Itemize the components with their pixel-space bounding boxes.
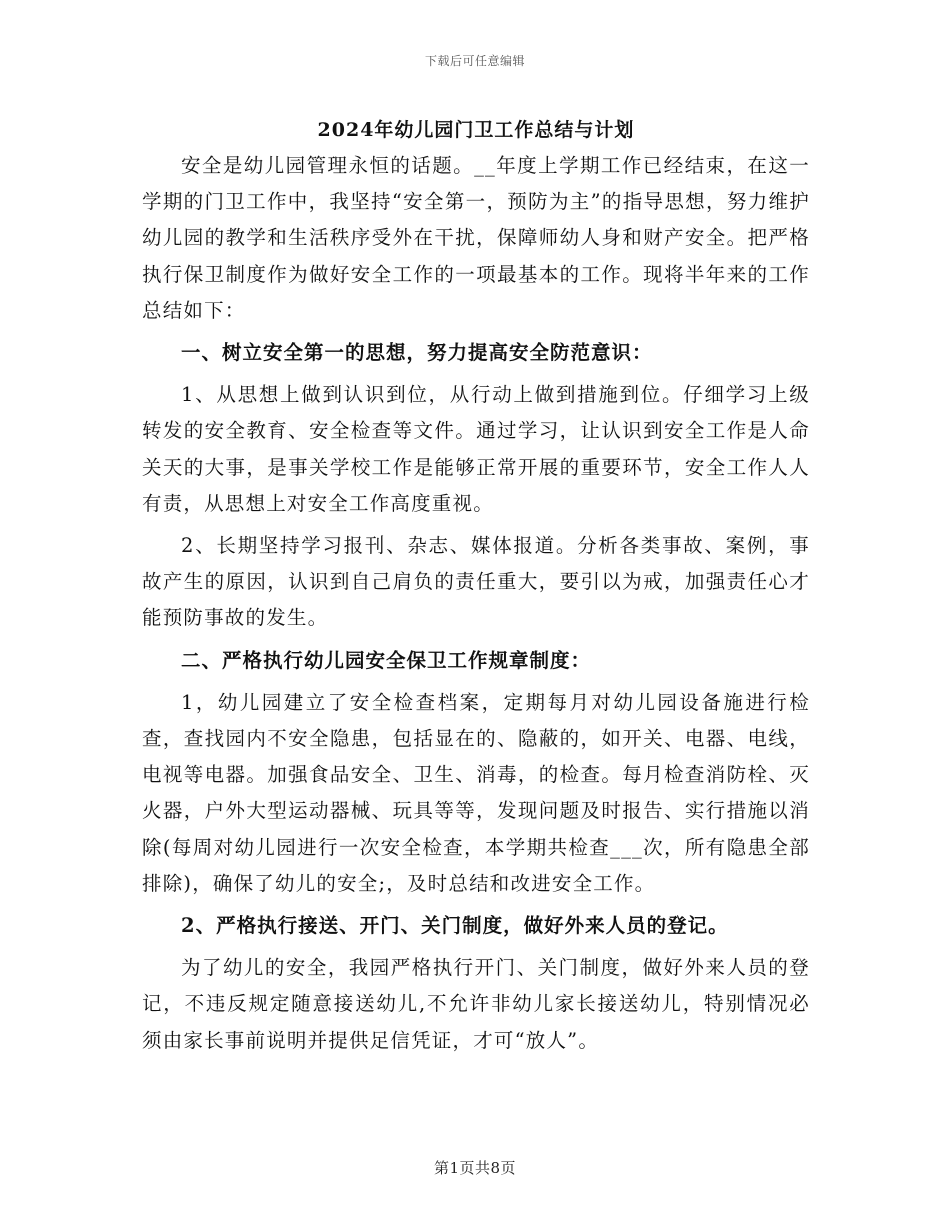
section1-item1: 1、从思想上做到认识到位，从行动上做到措施到位。仔细学习上级转发的安全教育、安全检查等文件。通过学习，让认识到安全工作是人命关天的大事，是事关学校工作是能够正常开展的重要环节，安全工作人人有责，从思想上对安全工作高度重视。	[142, 383, 810, 515]
section1-item2: 2、长期坚持学习报刊、杂志、媒体报道。分析各类事故、案例，事故产生的原因，认识到自己肩负的责任重大，要引以为戒，加强责任心才能预防事故的发生。	[142, 534, 810, 630]
section2-item2: 为了幼儿的安全，我园严格执行开门、关门制度，做好外来人员的登记，不违反规定随意接送幼儿,不允许非幼儿家长接送幼儿，特别情况必须由家长事前说明并提供足信凭证，才可“放人”。	[142, 956, 810, 1052]
page-number: 第1页共8页	[433, 1159, 517, 1177]
document-title: 2024年幼儿园门卫工作总结与计划	[317, 119, 635, 141]
section2-item1: 1，幼儿园建立了安全检查档案，定期每月对幼儿园设备施进行检查，查找园内不安全隐患，包括显在的、隐蔽的，如开关、电器、电线，电视等电器。加强食品安全、卫生、消毒，的检查。每月检查消防栓、灭火器，户外大型运动器械、玩具等等，发现问题及时报告、实行措施以消除(每周对幼儿园进行一次安全检查，本学期共检查___次，所有隐患全部排除)，确保了幼儿的安全;，及时总结和改进安全工作。	[142, 690, 810, 895]
document-body	[142, 112, 810, 1059]
intro-paragraph: 安全是幼儿园管理永恒的话题。__年度上学期工作已经结束，在这一学期的门卫工作中，我坚持“安全第一，预防为主”的指导思想，努力维护幼儿园的教学和生活秩序受外在干扰，保障师幼人身和财产安全。把严格执行保卫制度作为做好安全工作的一项最基本的工作。现将半年来的工作总结如下：	[142, 154, 810, 322]
section1-heading: 一、树立安全第一的思想，努力提高安全防范意识：	[181, 341, 653, 365]
section2-subheading: 2、严格执行接送、开门、关门制度，做好外来人员的登记。	[181, 914, 729, 938]
section2-heading: 二、严格执行幼儿园安全保卫工作规章制度：	[181, 648, 592, 672]
page-header-note: 下载后可任意编辑	[424, 54, 525, 68]
